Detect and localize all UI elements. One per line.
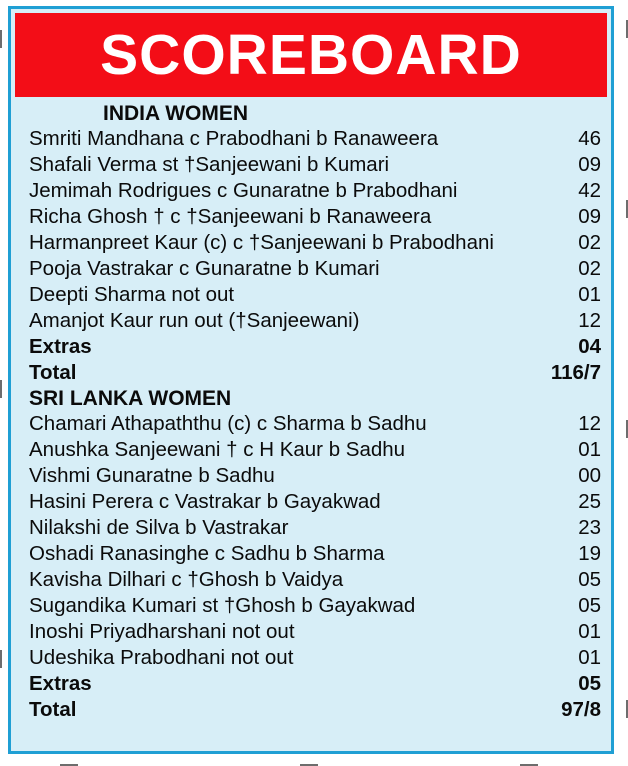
extras-row [29,671,601,697]
extras-label: Extras [29,335,92,358]
innings-sri-lanka [29,386,601,723]
batter-dismissal: Chamari Athapaththu (c) c Sharma b Sadhu [29,412,427,435]
batter-runs: 05 [578,568,601,591]
batter-runs: 02 [578,231,601,254]
total-value: 116/7 [550,361,601,384]
batter-runs: 00 [578,464,601,487]
table-row [29,463,601,489]
batter-dismissal: Hasini Perera c Vastrakar b Gayakwad [29,490,381,513]
batter-dismissal: Inoshi Priyadharshani not out [29,620,295,643]
table-row [29,256,601,282]
batter-dismissal: Jemimah Rodrigues c Gunaratne b Prabodhani [29,179,458,202]
table-row [29,126,601,152]
extras-value: 05 [578,672,601,695]
table-row [29,645,601,671]
batter-runs: 42 [578,179,601,202]
batter-dismissal: Anushka Sanjeewani † c H Kaur b Sadhu [29,438,406,461]
total-row [29,360,601,386]
batter-runs: 01 [578,438,601,461]
batter-runs: 01 [578,283,601,306]
batter-runs: 09 [578,153,601,176]
total-label: Total [29,361,77,384]
table-row [29,541,601,567]
scoreboard-card [8,6,614,754]
table-row [29,282,601,308]
page-title: SCOREBOARD [100,23,522,87]
table-row [29,152,601,178]
extras-row [29,334,601,360]
batter-runs: 25 [578,490,601,513]
table-row [29,489,601,515]
table-row [29,593,601,619]
batter-dismissal: Oshadi Ranasinghe c Sadhu b Sharma [29,542,385,565]
crop-mark [0,380,2,398]
scorecard-body [11,97,611,723]
batter-dismissal: Smriti Mandhana c Prabodhani b Ranaweera [29,127,439,150]
batter-runs: 19 [578,542,601,565]
batter-dismissal: Kavisha Dilhari c †Ghosh b Vaidya [29,568,344,591]
batter-dismissal: Amanjot Kaur run out (†Sanjeewani) [29,309,360,332]
batter-runs: 23 [578,516,601,539]
team-heading: INDIA WOMEN [103,102,249,125]
table-row [29,437,601,463]
batter-runs: 01 [578,620,601,643]
table-row [29,204,601,230]
table-row [29,619,601,645]
batter-dismissal: Vishmi Gunaratne b Sadhu [29,464,275,487]
team-heading: SRI LANKA WOMEN [29,387,232,410]
batter-dismissal: Shafali Verma st †Sanjeewani b Kumari [29,153,390,176]
table-row [29,567,601,593]
batter-runs: 01 [578,646,601,669]
scoreboard-header [15,13,607,97]
extras-value: 04 [578,335,601,358]
extras-label: Extras [29,672,92,695]
table-row [29,308,601,334]
innings-india [29,101,601,386]
batter-runs: 46 [578,127,601,150]
crop-mark [0,30,2,48]
batter-runs: 05 [578,594,601,617]
batter-runs: 02 [578,257,601,280]
batter-runs: 12 [578,412,601,435]
batter-dismissal: Nilakshi de Silva b Vastrakar [29,516,289,539]
table-row [29,178,601,204]
table-row [29,411,601,437]
total-value: 97/8 [561,698,601,721]
total-label: Total [29,698,77,721]
batter-dismissal: Pooja Vastrakar c Gunaratne b Kumari [29,257,380,280]
batter-dismissal: Udeshika Prabodhani not out [29,646,294,669]
total-row [29,697,601,723]
table-row [29,230,601,256]
table-row [29,515,601,541]
crop-mark [0,650,2,668]
batter-dismissal: Harmanpreet Kaur (c) c †Sanjeewani b Prabodhani [29,231,494,254]
batter-dismissal: Sugandika Kumari st †Ghosh b Gayakwad [29,594,416,617]
batter-runs: 12 [578,309,601,332]
batter-dismissal: Richa Ghosh † c †Sanjeewani b Ranaweera [29,205,432,228]
batter-runs: 09 [578,205,601,228]
batter-dismissal: Deepti Sharma not out [29,283,235,306]
